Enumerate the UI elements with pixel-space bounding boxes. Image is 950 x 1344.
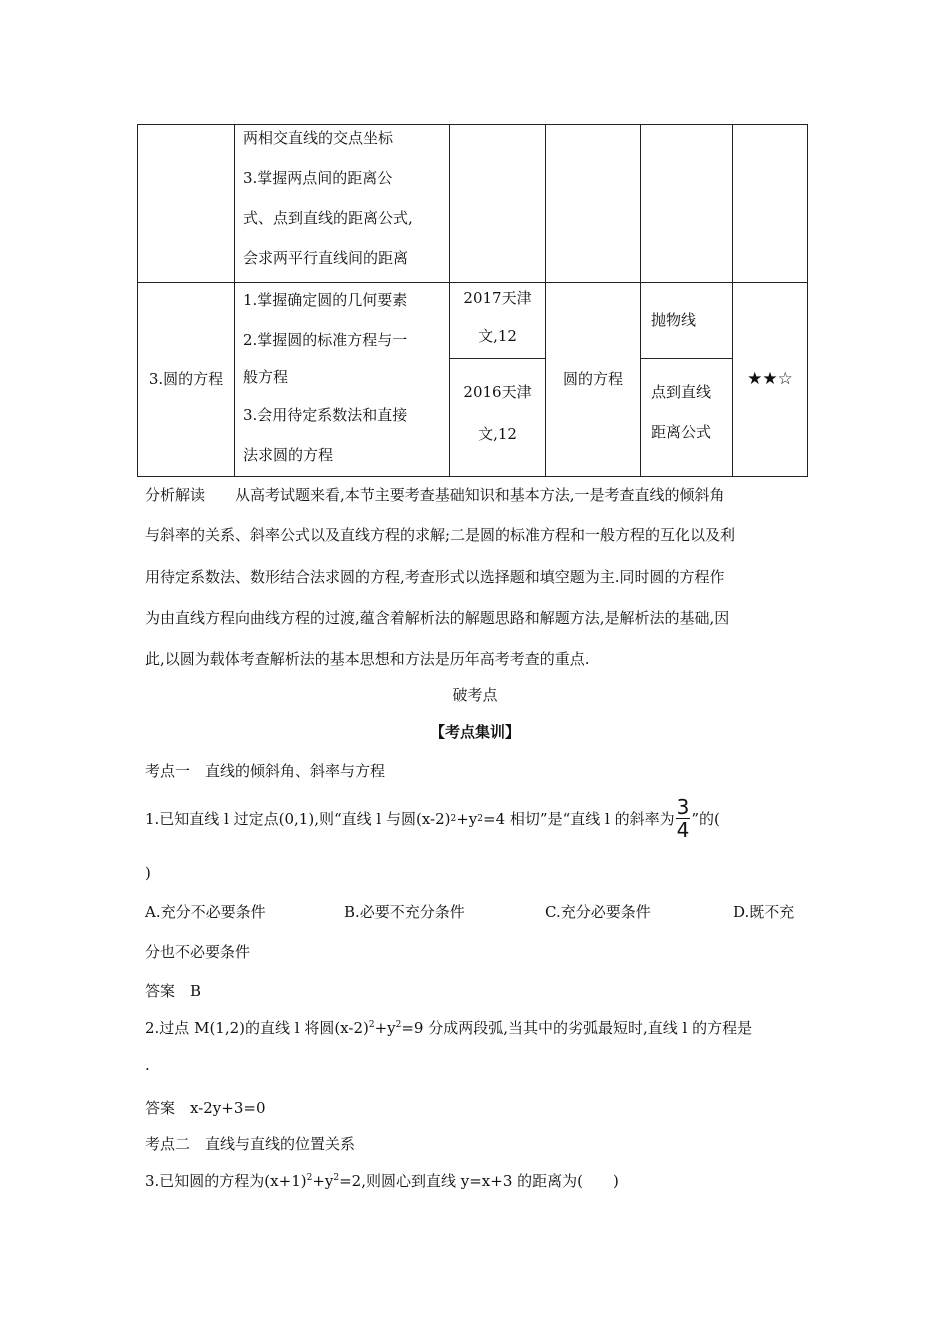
table-row [138,125,808,283]
q2-text: 2.过点 M(1,2)的直线 l 将圆(x-2) [145,1019,369,1037]
q3-text: 3.已知圆的方程为(x+1) [145,1172,307,1190]
option-c: C.充分必要条件 [545,903,651,921]
kp2-heading: 考点二 直线与直线的位置关系 [145,1135,356,1153]
exam-cell [450,283,546,359]
q1-text: +y [456,809,478,828]
content-line: 两相交直线的交点坐标 [243,129,394,147]
fraction [676,797,691,840]
q2-text: +y [374,1019,396,1037]
q2-answer: 答案 x-2y+3=0 [145,1099,266,1117]
superscript: 2 [306,1173,313,1183]
exam-line: 2016天津 [463,383,532,401]
question-1: 1.已知直线 l 过定点(0,1),则“直线 l 与圆(x-2) 2 +y 2 =4 相切”是“直线 l 的斜率为 $\frac{3}{4}$ ”的( [145,795,720,842]
content-line: 2.掌握圆的标准方程与一 [243,330,408,349]
section-subtitle: 【考点集训】 [429,723,520,741]
q2-text: =9 分成两段弧,当其中的劣弧最短时,直线 l 的方程是 [401,1019,753,1037]
q2-blank-end: . [145,1056,150,1074]
related-line: 距离公式 [651,423,712,441]
content-line: 3.掌握两点间的距离公 [243,169,393,187]
kp1-heading: 考点一 直线的倾斜角、斜率与方程 [145,762,386,780]
topic-text: 3.圆的方程 [148,370,224,388]
analysis-line: 为由直线方程向曲线方程的过渡,蕴含着解析法的解题思路和解题方法,是解析法的基础,因 [145,609,730,627]
question-2 [145,1017,752,1038]
topic-cell [138,283,235,477]
related-line: 点到直线 [651,383,712,401]
q1-text: 1.已知直线 l 过定点(0,1),则“直线 l 与圆(x-2) [145,810,451,828]
content-cell [235,283,450,477]
related-cell [641,359,733,477]
option-b: B.必要不充分条件 [344,903,465,921]
table-row [138,283,808,359]
analysis-line: 此,以圆为载体考查解析法的基本思想和方法是历年高考考查的重点. [145,650,590,668]
exam-line: 文,12 [478,327,517,345]
option-d: D.既不充 [733,903,795,921]
requirements-table [137,124,808,477]
q1-answer: 答案 B [145,982,202,1000]
superscript: 2 [368,1020,375,1030]
q1-close: ) [145,864,151,882]
related-cell [641,125,733,283]
level-cell [733,283,808,477]
content-line: 会求两平行直线间的距离 [243,249,409,267]
analysis-line: 用待定系数法、数形结合法求圆的方程,考查形式以选择题和填空题为主.同时圆的方程作 [145,568,725,586]
question-3 [145,1170,619,1191]
content-line: 1.掌握确定圆的几何要素 [243,290,408,309]
superscript: 2 [333,1173,340,1183]
exam-cell [450,359,546,477]
star-rating: ★★☆ [747,369,793,389]
fraction-denominator: 4 [676,818,690,842]
related-cell [641,283,733,359]
topic-cell [138,125,235,283]
point-cell [546,283,641,477]
analysis-line: 与斜率的关系、斜率公式以及直线方程的求解;二是圆的标准方程和一般方程的互化以及利 [145,526,736,544]
q3-text: +y [312,1172,334,1190]
level-cell [733,125,808,283]
content-cell [235,125,450,283]
q1-text: =4 相切”是“直线 l 的斜率为 [483,810,675,828]
related-text: 抛物线 [651,311,697,329]
superscript: 2 [395,1020,402,1030]
section-title: 破考点 [452,686,498,704]
q1-text: ”的( [691,810,720,828]
content-line: 般方程 [243,367,289,386]
exam-cell [450,125,546,283]
point-cell [546,125,641,283]
exam-line: 2017天津 [463,289,532,307]
content-line: 3.会用待定系数法和直接 [243,405,408,424]
exam-line: 文,12 [478,425,517,443]
option-a: A.充分不必要条件 [145,903,266,921]
q3-text: =2,则圆心到直线 y=x+3 的距离为( ) [339,1172,619,1190]
content-line: 式、点到直线的距离公式, [243,209,413,227]
content-line: 法求圆的方程 [243,445,334,464]
option-d-continued: 分也不必要条件 [145,943,251,961]
fraction-numerator: 3 [676,795,690,819]
point-text: 圆的方程 [562,370,623,388]
analysis-line: 分析解读 从高考试题来看,本节主要考查基础知识和基本方法,一是考查直线的倾斜角 [145,486,725,504]
